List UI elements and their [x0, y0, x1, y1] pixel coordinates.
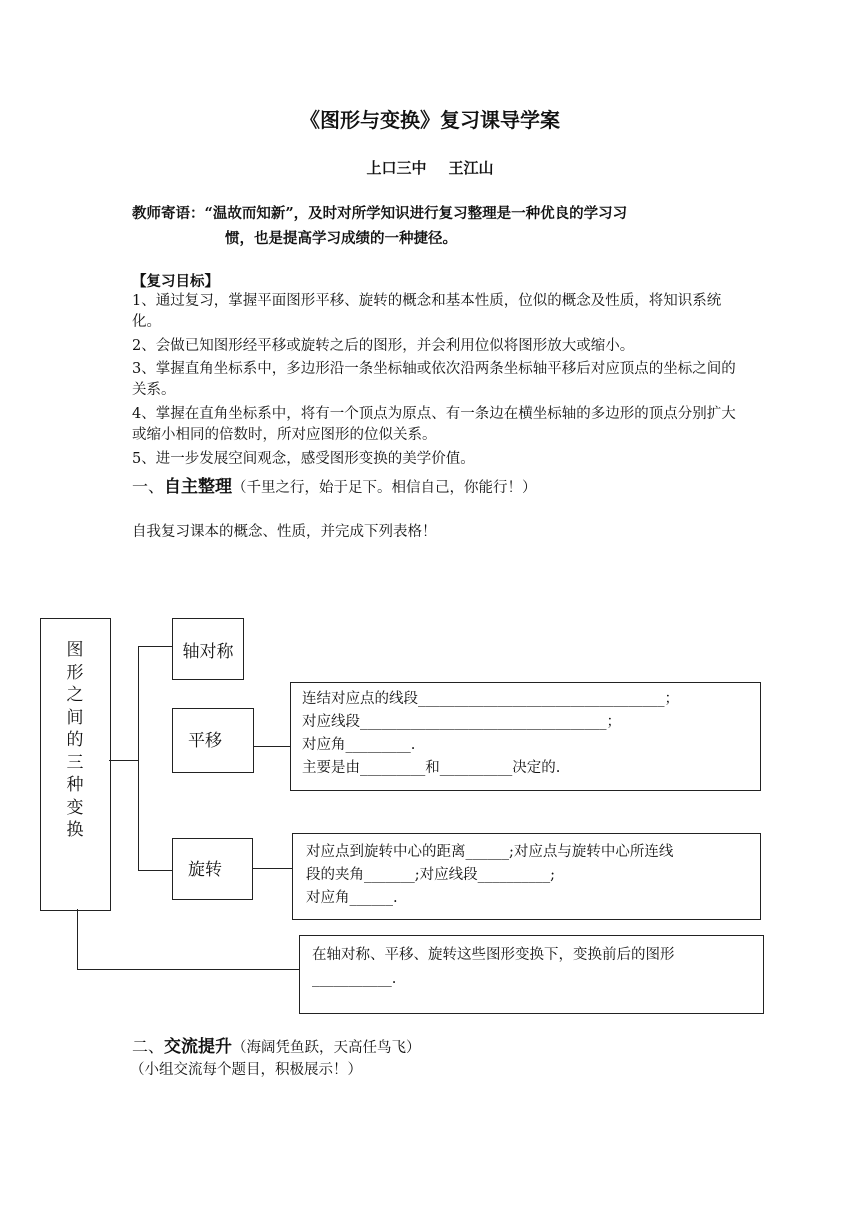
connector-main [109, 760, 138, 761]
school-name: 上口三中 [366, 159, 427, 177]
goal-item-4: 4、掌握在直角坐标系中，将有一个顶点为原点、有一条边在横坐标轴的多边形的顶点分别扩大或缩小相同的倍数时，所对应图形的位似关系。 [132, 406, 736, 443]
rotation-prop-3: 对应角______. [306, 890, 398, 906]
section1-subtitle: （千里之行，始于足下。相信自己，你能行！） [232, 480, 537, 496]
section2-title: 交流提升 [164, 1037, 233, 1057]
translation-prop-4: 主要是由_________和__________决定的. [302, 760, 561, 776]
goal-item-2: 2、会做已知图形经平移或旋转之后的图形，并会利用位似将图形放大或缩小。 [132, 338, 635, 354]
common-prop-1: 在轴对称、平移、旋转这些图形变换下，变换前后的图形 [312, 947, 675, 963]
axis-symmetry-label: 轴对称 [182, 642, 234, 662]
main-category-label: 图形之间的三种变换 [66, 640, 84, 840]
section2-prefix: 二、 [132, 1037, 165, 1056]
common-prop-2: ___________. [312, 971, 397, 987]
translation-box [172, 708, 254, 773]
connector-axis [138, 646, 172, 647]
connector-down [77, 909, 78, 969]
goal-item-3: 3、掌握直角坐标系中，多边形沿一条坐标轴或依次沿两条坐标轴平移后对应顶点的坐标之间的关系。 [132, 361, 736, 398]
rotation-properties-box [292, 833, 761, 920]
section2-subtitle: （海阔凭鱼跃，天高任鸟飞） [232, 1040, 421, 1056]
translation-properties-box [290, 682, 761, 791]
section1-heading [132, 472, 537, 497]
rotation-prop-1: 对应点到旋转中心的距离______;对应点与旋转中心所连线 [306, 844, 674, 860]
section1-title: 自主整理 [164, 477, 233, 497]
section1-instruction: 自我复习课本的概念、性质，并完成下列表格！ [132, 524, 437, 540]
teacher-name: 王江山 [448, 159, 494, 177]
connector-translation-props [254, 746, 290, 747]
translation-prop-2: 对应线段__________________________________； [302, 714, 621, 730]
teacher-message-line1: 教师寄语：“温故而知新”，及时对所学知识进行复习整理是一种优良的学习习 [132, 205, 628, 222]
translation-prop-3: 对应角_________. [302, 737, 416, 753]
section2-note: （小组交流每个题目，积极展示！） [130, 1062, 362, 1078]
teacher-message-line2: 惯，也是提高学习成绩的一种捷径。 [225, 230, 457, 247]
goal-item-5: 5、进一步发展空间观念，感受图形变换的美学价值。 [132, 451, 475, 467]
translation-prop-1: 连结对应点的线段__________________________________； [302, 691, 679, 707]
axis-symmetry-box [172, 618, 244, 680]
connector-vertical [138, 646, 139, 871]
common-properties-box [299, 935, 764, 1014]
section1-prefix: 一、 [132, 477, 165, 496]
connector-rotation [138, 870, 172, 871]
rotation-box [172, 838, 253, 900]
translation-label: 平移 [188, 731, 222, 751]
rotation-label: 旋转 [188, 860, 222, 880]
author-line [0, 157, 860, 178]
page-title: 《图形与变换》复习课导学案 [300, 108, 560, 132]
main-category-box [40, 618, 111, 911]
section2-heading [132, 1032, 421, 1057]
goals-heading: 【复习目标】 [132, 273, 219, 290]
connector-rotation-props [253, 868, 292, 869]
connector-common [77, 969, 299, 970]
rotation-prop-2: 段的夹角_______;对应线段__________; [306, 867, 556, 883]
goal-item-1: 1、通过复习，掌握平面图形平移、旋转的概念和基本性质，位似的概念及性质，将知识系统化。 [132, 293, 722, 330]
